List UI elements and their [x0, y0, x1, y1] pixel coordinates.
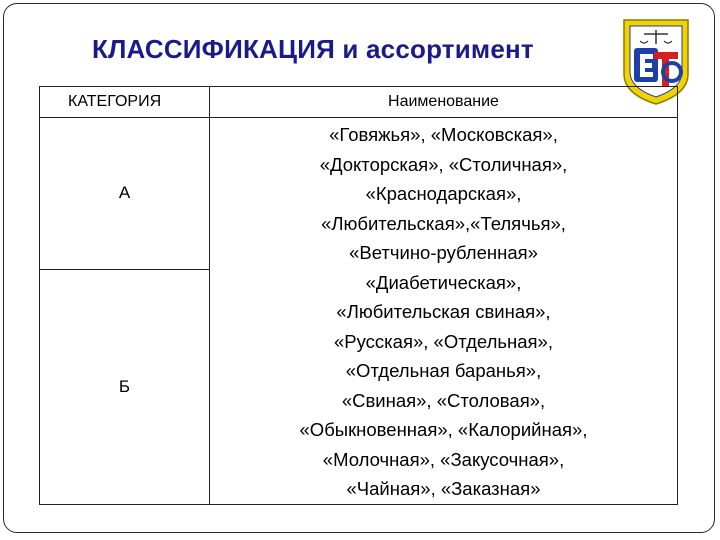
header-name: Наименование	[210, 87, 678, 118]
product-name: «Краснодарская»,	[365, 183, 522, 204]
table-header-row	[40, 87, 678, 118]
product-name: «Докторская», «Столичная»,	[319, 153, 568, 175]
category-b: Б	[40, 269, 210, 504]
product-name: «Молочная», «Закусочная»,	[322, 448, 565, 470]
product-name: «Диабетическая»,	[365, 271, 522, 293]
product-name: «Чайная», «Заказная»	[346, 478, 541, 499]
product-name: «Русская», «Отдельная»,	[334, 330, 553, 352]
product-name: «Любительская»,«Телячья»,	[321, 212, 566, 234]
classification-table	[39, 86, 678, 505]
product-name: «Отдельная баранья»,	[345, 360, 542, 381]
product-name: «Ветчино-рубленная»	[349, 242, 538, 263]
header-category: КАТЕГОРИЯ	[40, 87, 210, 118]
product-name: «Обыкновенная», «Калорийная»,	[299, 419, 588, 440]
table-row	[40, 118, 678, 270]
product-names-cell	[210, 118, 678, 505]
product-name: «Любительская свиная»,	[336, 301, 551, 322]
product-name: «Говяжья», «Московская»,	[329, 124, 558, 145]
page-title: КЛАССИФИКАЦИЯ и ассортимент	[92, 34, 534, 64]
product-name: «Свиная», «Столовая»,	[341, 389, 546, 411]
category-a: А	[40, 118, 210, 270]
